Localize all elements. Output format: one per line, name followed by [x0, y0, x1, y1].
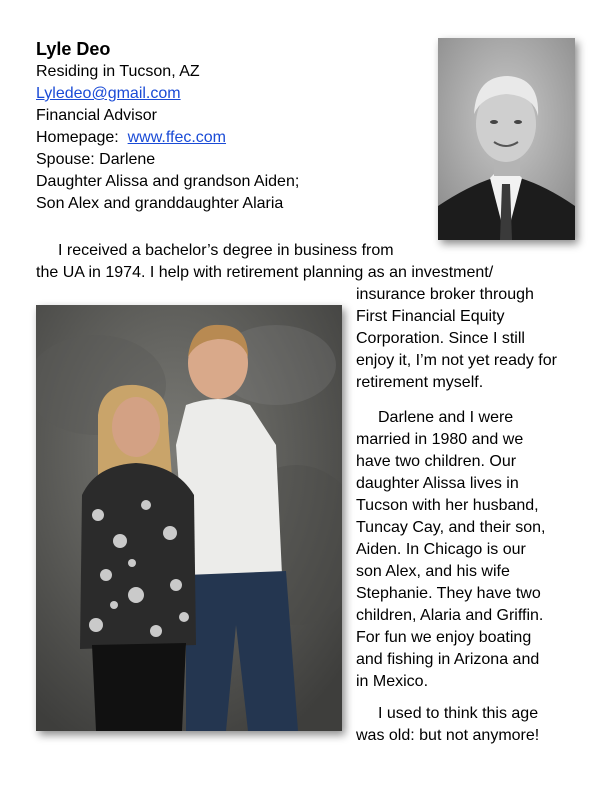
bio-paragraph-1-line-1: I received a bachelor’s degree in business from	[58, 242, 394, 259]
bio-paragraph-3-line-2: was old: but not anymore!	[356, 727, 540, 744]
bio-paragraph-3-line-1: I used to think this age	[378, 705, 539, 722]
bio-paragraph-2-line-1: Darlene and I were	[378, 409, 514, 426]
bio-paragraph-2-line-10: children, Alaria and Griffin.	[356, 607, 544, 624]
bio-paragraph-2-line-13: in Mexico.	[356, 673, 429, 690]
homepage-row	[36, 127, 226, 149]
homepage-label: Homepage:	[36, 129, 119, 146]
bio-paragraph-1-line-5: Corporation. Since I still	[356, 330, 525, 347]
bio-paragraph-2-line-9: Stephanie. They have two	[356, 585, 541, 602]
bio-paragraph-2-line-2: married in 1980 and we	[356, 431, 524, 448]
bio-paragraph-2-line-7: Aiden. In Chicago is our	[356, 541, 526, 558]
occupation-text: Financial Advisor	[36, 107, 157, 124]
bio-paragraph-2-line-12: and fishing in Arizona and	[356, 651, 540, 668]
homepage-link[interactable]: www.ffec.com	[127, 129, 227, 146]
bio-paragraph-1-line-7: retirement myself.	[356, 374, 484, 391]
spouse-text: Spouse: Darlene	[36, 151, 156, 168]
residence-text: Residing in Tucson, AZ	[36, 63, 200, 80]
yearbook-portrait-photo	[438, 38, 575, 240]
couple-photo	[36, 305, 342, 731]
email-link[interactable]: Lyledeo@gmail.com	[36, 85, 181, 102]
bio-paragraph-1-line-3: insurance broker through	[356, 286, 534, 303]
bio-paragraph-1-line-4: First Financial Equity	[356, 308, 505, 325]
bio-paragraph-2-line-3: have two children. Our	[356, 453, 517, 470]
bio-paragraph-1-line-6: enjoy it, I’m not yet ready for	[356, 352, 557, 369]
person-name: Lyle Deo	[36, 39, 111, 59]
bio-paragraph-2-line-6: Tuncay Cay, and their son,	[356, 519, 546, 536]
family-line-1: Daughter Alissa and grandson Aiden;	[36, 173, 300, 190]
bio-paragraph-2-line-4: daughter Alissa lives in	[356, 475, 519, 492]
bio-paragraph-2-line-8: son Alex, and his wife	[356, 563, 510, 580]
bio-paragraph-2-line-11: For fun we enjoy boating	[356, 629, 532, 646]
bio-paragraph-2-line-5: Tucson with her husband,	[356, 497, 539, 514]
bio-paragraph-1-line-2: the UA in 1974. I help with retirement planning as an investment/	[36, 264, 494, 281]
family-line-2: Son Alex and granddaughter Alaria	[36, 195, 284, 212]
